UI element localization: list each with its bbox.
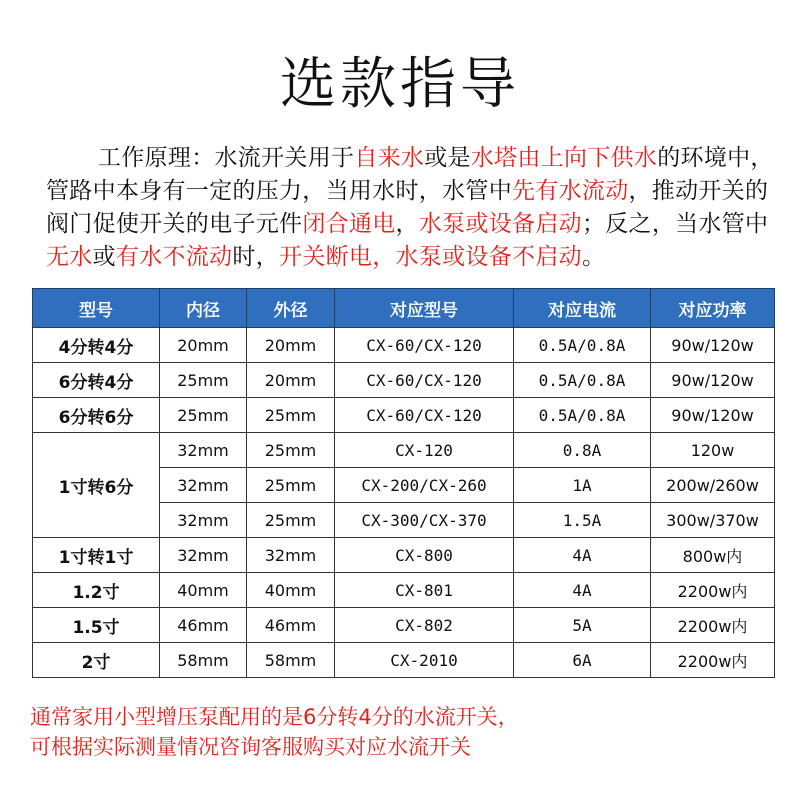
highlighted-text: 闭合通电	[302, 211, 396, 237]
current-cell: 0.8A	[514, 433, 651, 468]
inner-diameter-cell: 32mm	[160, 503, 247, 538]
working-principle-paragraph	[46, 142, 774, 274]
power-cell: 90w/120w	[651, 363, 775, 398]
intro-text: 工作原理：水流开关用于	[98, 145, 355, 171]
matching-model-cell: CX-802	[335, 608, 514, 643]
highlighted-text: 先有水流动	[512, 178, 629, 204]
outer-diameter-cell: 25mm	[247, 398, 335, 433]
table-row	[33, 538, 775, 573]
current-cell: 0.5A/0.8A	[514, 328, 651, 363]
inner-diameter-cell: 32mm	[160, 433, 247, 468]
model-cell: 1.2寸	[33, 573, 160, 608]
table-row	[33, 433, 775, 468]
current-cell: 1.5A	[514, 503, 651, 538]
table-row	[33, 643, 775, 678]
current-cell: 6A	[514, 643, 651, 678]
outer-diameter-cell: 25mm	[247, 468, 335, 503]
intro-text: 或	[92, 244, 116, 270]
table-row	[33, 328, 775, 363]
model-cell: 2寸	[33, 643, 160, 678]
inner-diameter-cell: 32mm	[160, 538, 247, 573]
matching-model-cell: CX-60/CX-120	[335, 398, 514, 433]
outer-diameter-cell: 58mm	[247, 643, 335, 678]
power-cell: 90w/120w	[651, 328, 775, 363]
current-cell: 4A	[514, 538, 651, 573]
column-header: 对应型号	[335, 289, 514, 328]
matching-model-cell: CX-800	[335, 538, 514, 573]
table-header-row	[33, 289, 775, 328]
highlighted-text: 无水	[46, 244, 93, 270]
table-row	[33, 363, 775, 398]
outer-diameter-cell: 25mm	[247, 503, 335, 538]
model-cell: 4分转4分	[33, 328, 160, 363]
inner-diameter-cell: 25mm	[160, 398, 247, 433]
note-line-2: 可根据实际测量情况咨询客服购买对应水流开关	[30, 735, 471, 759]
inner-diameter-cell: 25mm	[160, 363, 247, 398]
outer-diameter-cell: 32mm	[247, 538, 335, 573]
matching-model-cell: CX-300/CX-370	[335, 503, 514, 538]
outer-diameter-cell: 20mm	[247, 328, 335, 363]
matching-model-cell: CX-60/CX-120	[335, 363, 514, 398]
intro-text: ；反之，当水管中	[581, 211, 769, 237]
table-row	[33, 573, 775, 608]
column-header: 对应功率	[651, 289, 775, 328]
power-cell: 2200w内	[651, 643, 775, 678]
current-cell: 0.5A/0.8A	[514, 363, 651, 398]
power-cell: 120w	[651, 433, 775, 468]
note-line-1: 通常家用小型增压泵配用的是6分转4分的水流开关，	[30, 705, 519, 729]
power-cell: 800w内	[651, 538, 775, 573]
highlighted-text: 自来水	[354, 145, 425, 171]
inner-diameter-cell: 46mm	[160, 608, 247, 643]
model-cell: 1寸转1寸	[33, 538, 160, 573]
highlighted-text: 有水不流动	[115, 244, 233, 270]
column-header: 对应电流	[514, 289, 651, 328]
selection-table	[32, 288, 775, 678]
matching-model-cell: CX-2010	[335, 643, 514, 678]
intro-text: ，推动开关的阀门促使开关的电子元件	[46, 178, 769, 237]
intro-text: 。	[581, 244, 606, 270]
intro-text: 的环境中，管路中本身有一定的压力，当用水时，水管中	[46, 145, 774, 204]
column-header: 外径	[247, 289, 335, 328]
matching-model-cell: CX-120	[335, 433, 514, 468]
model-cell: 6分转6分	[33, 398, 160, 433]
power-cell: 300w/370w	[651, 503, 775, 538]
inner-diameter-cell: 40mm	[160, 573, 247, 608]
intro-text: 或是	[424, 145, 471, 171]
current-cell: 4A	[514, 573, 651, 608]
outer-diameter-cell: 40mm	[247, 573, 335, 608]
power-cell: 90w/120w	[651, 398, 775, 433]
inner-diameter-cell: 20mm	[160, 328, 247, 363]
column-header: 内径	[160, 289, 247, 328]
intro-text: 时，	[232, 244, 280, 270]
intro-text: ，	[395, 211, 419, 237]
inner-diameter-cell: 32mm	[160, 468, 247, 503]
matching-model-cell: CX-801	[335, 573, 514, 608]
outer-diameter-cell: 46mm	[247, 608, 335, 643]
highlighted-text: 水塔由上向下供水	[470, 145, 658, 171]
inner-diameter-cell: 58mm	[160, 643, 247, 678]
recommendation-note	[30, 702, 780, 762]
highlighted-text: 水泵或设备启动	[418, 211, 582, 237]
current-cell: 0.5A/0.8A	[514, 398, 651, 433]
outer-diameter-cell: 20mm	[247, 363, 335, 398]
table-row	[33, 398, 775, 433]
matching-model-cell: CX-200/CX-260	[335, 468, 514, 503]
outer-diameter-cell: 25mm	[247, 433, 335, 468]
table-row	[33, 608, 775, 643]
matching-model-cell: CX-60/CX-120	[335, 328, 514, 363]
column-header: 型号	[33, 289, 160, 328]
highlighted-text: 开关断电，水泵或设备不启动	[279, 244, 582, 270]
current-cell: 1A	[514, 468, 651, 503]
power-cell: 2200w内	[651, 608, 775, 643]
current-cell: 5A	[514, 608, 651, 643]
model-cell: 1.5寸	[33, 608, 160, 643]
power-cell: 2200w内	[651, 573, 775, 608]
model-cell: 1寸转6分	[33, 433, 160, 538]
model-cell: 6分转4分	[33, 363, 160, 398]
page-title: 选款指导	[280, 52, 520, 117]
power-cell: 200w/260w	[651, 468, 775, 503]
